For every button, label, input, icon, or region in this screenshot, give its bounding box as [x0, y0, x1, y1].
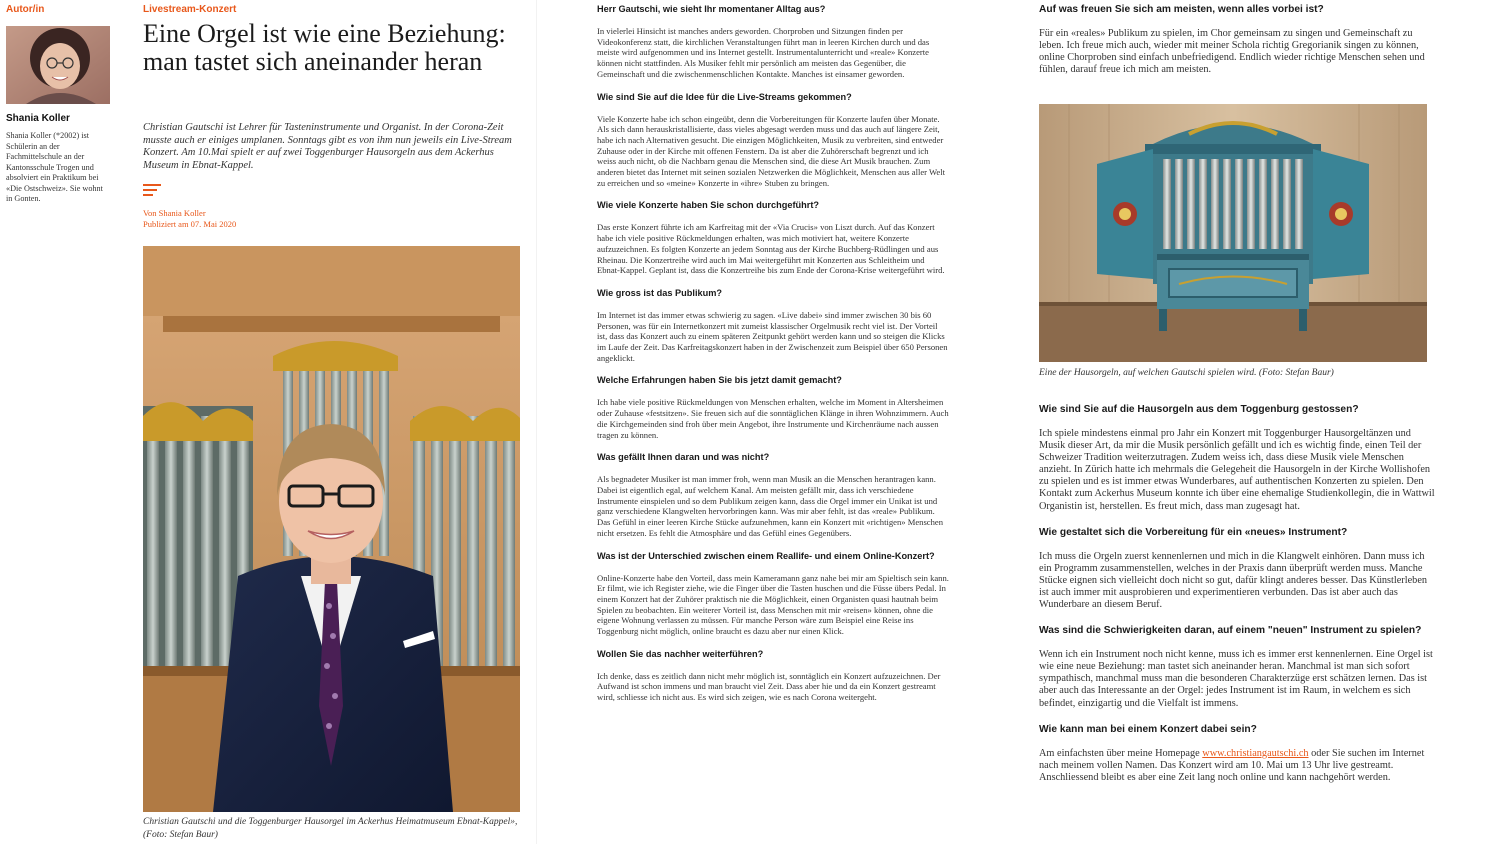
article-header-panel — [0, 0, 532, 844]
menu-icon[interactable] — [143, 184, 161, 196]
interview-question: Herr Gautschi, wie sieht Ihr momentaner Alltag aus? — [597, 4, 826, 14]
interview-answer: Das erste Konzert führte ich am Karfreitag mit der «Via Crucis» von Liszt durch. Auf das Konzert habe ich viele positive Rückmeldungen erhalten, was mich motiviert hat, weitere Konzerte aufzuzeichnen. Es folgten Konzerte an jedem Sonntag aus der Kirche Buchberg-Rüdlingen und aus Rheinau. Die Konzertreihe wird auch im Mai weitergeführt mit Konzerten aus Schleitheim und Ebnat-Kappel. Geplant ist, dass die Konzertreihe bis zum Ende der Corona-Krise weitergeführt wird. — [597, 222, 945, 276]
publish-date: Publiziert am 07. Mai 2020 — [143, 218, 237, 229]
interview-question: Wie sind Sie auf die Hausorgeln aus dem Toggenburg gestossen? — [1039, 404, 1359, 415]
interview-answer: Ich muss die Orgeln zuerst kennenlernen und mich in die Klangwelt einhören. Dann muss ich ein Programm zusammenstellen, welches in der Praxis dann überprüft werden muss. Manche Stücke eignen sich vielleicht doch nicht so gut, dafür klingt anderes besser. Das Künstlerleben ist auch immer mit ausprobieren und experimentieren verbunden. Das ist aber auch das Wunderbare an diesem Beruf. — [1039, 550, 1428, 611]
interview-answer: Für ein «reales» Publikum zu spielen, im Chor gemeinsam zu singen und Gemeinschaft zu leben. Ich freue mich auch, wieder mit meiner Schola richtig Gregorianik singen zu können, online Chorproben sind einfach unbefriedigend. Endlich wieder richtige Menschen sehen und fühlen, darauf freue ich mich am meisten. — [1039, 28, 1425, 76]
interview-question: Wie kann man bei einem Konzert dabei sein? — [1039, 723, 1257, 735]
answer-text-end: oder Sie suchen im Internet nach meinem vollen Namen. Das Konzert wird am 10. Mai um 13 Uhr live gestreamt. Anschliessend bleibt es aber eine Zeit lang noch online und kann nachgehört werden. — [1039, 747, 1425, 783]
byline — [143, 208, 236, 229]
interview-middle-panel — [536, 0, 950, 844]
interview-answer: Viele Konzerte habe ich schon eingeübt, denn die Vorbereitungen für Konzerte laufen über Monate. Als sich dann herauskristallisierte, dass vieles abgesagt werden muss und das auch auf längere Zeit, habe ich nach Alternativen gesucht. Die einzigen Möglichkeiten, Musik zu verbreiten, sind entweder Zuhause oder in der Kirche mit offenen Fenstern. Da ist aber die Zuhörerschaft begrenzt und ich weiss auch nicht, ob die Nachbarn genau die Menschen sind, die diese Art Musik brauchen. Zum anderen bietet das Internet mit seinen sozialen Netzwerken die Möglichkeit, Menschen aus aller Welt zu erreichen und so «meine» Konzerte in «ihre» Stuben zu bringen. — [597, 113, 946, 188]
interview-answer: Ich spiele mindestens einmal pro Jahr ein Konzert mit Toggenburger Hausorgeltänzen und Musik dieser Art, da mir die Musik persönlich gefällt und ich es wichtig finde, einen Teil der Schweizer Tradition weiterzutragen. Zudem weiss ich, dass diese Musik viele Menschen anzieht. In Zürich hatte ich mehrmals die Gelegeheit die Hausorgeln in der Kirche Wollishofen zu spielen und es ist immer etwas Wunderbares, auf authentischen Konzerten zu spielen. Den Kontakt zum Ackerhus Museum konnte ich über eine ehemalige Studienkollegin, die in Wattwil Organistin ist, herstellen. Es freut mich, dass man zugesagt hat. — [1039, 428, 1435, 512]
interview-question: Wie sind Sie auf die Idee für die Live-Streams gekommen? — [597, 91, 852, 102]
interview-question: Auf was freuen Sie sich am meisten, wenn alles vorbei ist? — [1039, 4, 1324, 15]
answer-text-start: Am einfachsten über meine Homepage — [1039, 747, 1203, 759]
author-photo — [6, 26, 110, 104]
interview-question: Welche Erfahrungen haben Sie bis jetzt damit gemacht? — [597, 375, 842, 386]
interview-answer: Im Internet ist das immer etwas schwierig zu sagen. «Live dabei» sind immer zwischen 30 bis 60 Personen, was für ein Internetkonzert mit zumeist klassischer Orgelmusik recht viel ist. Der Vorteil ist, dass das Konzert auch zu einem späteren Zeitpunkt gehört werden kann und so steigen die Klicks im Laufe der Zeit. Das Karfreitagskonzert haben in der Zwischenzeit zum Beispiel über 650 Personen angeklickt. — [597, 309, 948, 363]
interview-question: Was ist der Unterschied zwischen einem Reallife- und einem Online-Konzert? — [597, 550, 935, 561]
interview-question: Was gefällt Ihnen daran und was nicht? — [597, 452, 770, 463]
organ-photo-caption: Eine der Hausorgeln, auf welchen Gautschi spielen wird. (Foto: Stefan Baur) — [1039, 368, 1334, 378]
interview-question: Wie gestaltet sich die Vorbereitung für ein «neues» Instrument? — [1039, 526, 1348, 538]
interview-question: Wie gross ist das Publikum? — [597, 287, 722, 298]
interview-right-panel — [990, 0, 1500, 844]
interview-answer-final — [1039, 748, 1437, 784]
scroll-fade — [537, 830, 950, 844]
byline-author-link[interactable]: Shania Koller — [158, 208, 206, 218]
interview-answer: Ich denke, dass es zeitlich dann nicht mehr möglich ist, sonntäglich ein Konzert aufzuzeichnen. Der Aufwand ist schon immens und man braucht viel Zeit. Dass aber hie und da ein Konzert gestreamt wird, schliesse ich nicht aus. Es wird sich zeigen, wie es nach Corona weitergeht. — [597, 670, 941, 703]
interview-question: Wollen Sie das nachher weiterführen? — [597, 648, 764, 659]
interview-question: Was sind die Schwierigkeiten daran, auf einem "neuen" Instrument zu spielen? — [1039, 625, 1422, 637]
main-photo — [143, 246, 520, 812]
author-name[interactable]: Shania Koller — [6, 113, 70, 124]
homepage-link[interactable]: www.christiangautschi.ch — [1202, 747, 1309, 759]
author-bio: Shania Koller (*2002) ist Schülerin an der Fachmittelschule an der Kantonsschule Trogen und absolviert ein Praktikum bei «Die Ostschweiz». Sie wohnt in Gonten. — [6, 131, 103, 203]
interview-answer: Als begnadeter Musiker ist man immer froh, wenn man Musik an die Menschen herantragen kann. Dabei ist eigentlich egal, auf welchem Kanal. Am meisten gefällt mir, dass ich verschiedene Instrumente einspielen und so dem Publikum zeigen kann, dass die Orgel immer ein Unikat ist und ganz verschiedene Klangwelten hervorbringen kann. Was mir aber fehlt, ist das «reale» Publikum. Das Gefühl in einer leeren Kirche Stücke aufzunehmen, kann ein Konzert mit «richtigen» Menschen nicht ersetzen. Es fehlt die Atmosphäre und das Gefühl eines Gegenübers. — [597, 474, 944, 538]
article-title: Eine Orgel ist wie eine Beziehung: man tastet sich aneinander heran — [143, 19, 506, 76]
organ-photo — [1039, 104, 1427, 362]
main-photo-caption: Christian Gautschi und die Toggenburger Hausorgel im Ackerhus Heimatmuseum Ebnat-Kappel», (Foto: Stefan Baur) — [143, 817, 518, 840]
author-label: Autor/in — [6, 4, 45, 15]
interview-answer: Ich habe viele positive Rückmeldungen von Menschen erhalten, welche im Moment in Altersheimen oder Zuhause «festsitzen». Sie freuen sich auf die sonntäglichen Klänge in ihren Wohnzimmern. Auch die Kirchgemeinden sind froh über mein Angebot, ihre Instrumente und Kirchenräume nach aussen tragen zu können. — [597, 397, 949, 440]
byline-prefix: Von — [143, 208, 157, 218]
interview-answer: In vielerlei Hinsicht ist manches anders geworden. Chorproben und Sitzungen finden per Videokonferenz statt, die kirchlichen Veranstaltungen führt man in leeren Kirchen durch und das meiste wird aufgenommen und ins Internet gestellt. Instrumentalunterricht und «reale» Konzerte können nicht stattfinden. Als Musiker fehlt mir persönlich am meisten das Gegenüber, die Gemeinschaft und die zwischenmenschlichen Kontakte. Manches ist einsamer geworden. — [597, 26, 930, 79]
article-lead: Christian Gautschi ist Lehrer für Tasteninstrumente und Organist. In der Corona-Zeit musste auch er einiges umplanen. Sonntags gibt es von ihm nun jeweils ein Live-Stream Konzert. Am 10.Mai spielt er auf zwei Toggenburger Hausorgeln aus dem Ackerhus Museum in Ebnat-Kappel. — [143, 122, 512, 171]
interview-answer: Wenn ich ein Instrument noch nicht kenne, muss ich es immer erst kennenlernen. Eine Orgel ist wie eine neue Beziehung: man tastet sich aneinander heran. Manchmal ist man sich sofort sympathisch, manchmal muss man die besonderen Charakterzüge erst schätzen lernen. Das ist aber auch das Interessante an der Orgel: jedes Instrument ist im Raum, in welchem es sich befindet, einzigartig und die Vielfalt ist immens. — [1039, 649, 1433, 709]
interview-answer: Online-Konzerte habe den Vorteil, dass mein Kameramann ganz nahe bei mir am Spieltisch sein kann. Er filmt, wie ich Register ziehe, wie die Finger über die Tasten huschen und die Füsse übers Pedal. In einem Konzert hat der Zuhörer praktisch nie die Möglichkeit, einen Organisten quasi hautnah beim Spielen zu beobachten. Ein weiterer Vorteil ist, dass Menschen mit mir «reisen» können, ohne die eigene Wohnung verlassen zu müssen. Für manche Person wäre zum Beispiel eine Reise ins Toggenburg nicht möglich, online braucht es dazu aber nur einen Klick. — [597, 572, 949, 637]
article-kicker: Livestream-Konzert — [143, 4, 237, 15]
interview-question: Wie viele Konzerte haben Sie schon durchgeführt? — [597, 200, 819, 211]
